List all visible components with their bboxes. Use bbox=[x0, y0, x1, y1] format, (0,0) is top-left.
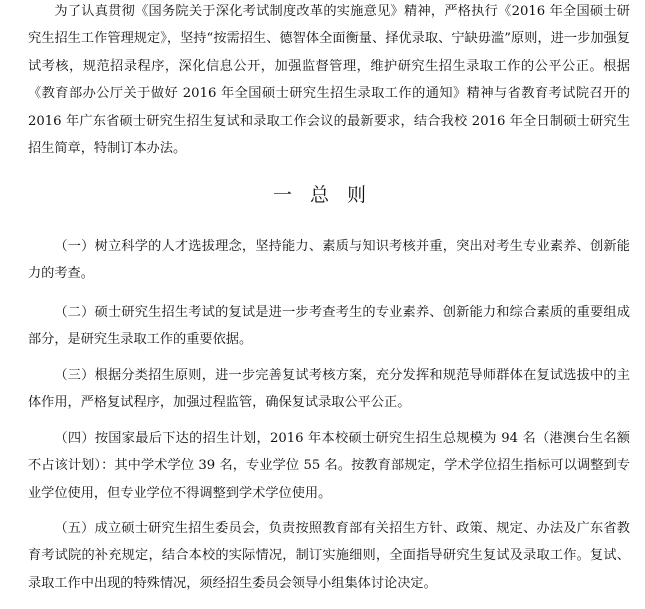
intro-paragraph: 为了认真贯彻《国务院关于深化考试制度改革的实施意见》精神，严格执行《2016 年全国硕士研究生招生工作管理规定》，坚持“按需招生、德智体全面衡量、择优录取、宁缺毋滥”原则，进一步加强复试考核，规范招录程序，深化信息公开，加强监督管理，维护研究生招生录取工作的公平公正。根据《教育部办公厅关于做好 2016 年全国硕士研究生招生录取工作的通知》精神与省教育考试院召开的 2016 年广东省硕士研究生招生复试和录取工作会议的最新要求，结合我校 2016 年全日制硕士研究生招生简章，特制订本办法。 bbox=[28, 4, 630, 157]
list-item: （一）树立科学的人才选拔理念，坚持能力、素质与知识考核并重，突出对考生专业素养、创新能力的考查。 bbox=[28, 239, 630, 282]
list-item: （三）根据分类招生原则，进一步完善复试考核方案，充分发挥和规范导师群体在复试选拔中的主体作用，严格复试程序，加强过程监管，确保复试录取公平公正。 bbox=[28, 368, 630, 411]
list-item: （二）硕士研究生招生考试的复试是进一步考查考生的专业素养、创新能力和综合素质的重要组成部分，是研究生录取工作的重要依据。 bbox=[28, 305, 630, 348]
section-heading: 一 总 则 bbox=[272, 184, 373, 206]
list-item: （五）成立硕士研究生招生委员会，负责按照教育部有关招生方针、政策、规定、办法及广东省教育考试院的补充规定，结合本校的实际情况，制订实施细则，全面指导研究生复试及录取工作。复试、录取工作中出现的特殊情况，须经招生委员会领导小组集体讨论决定。 bbox=[28, 521, 630, 591]
list-item: （四）按国家最后下达的招生计划，2016 年本校硕士研究生招生总规模为 94 名（港澳台生名额不占该计划）：其中学术学位 39 名，专业学位 55 名。按教育部规定，学术学位招生指标可以调整到专业学位使用，但专业学位不得调整到学术学位使用。 bbox=[28, 431, 630, 501]
